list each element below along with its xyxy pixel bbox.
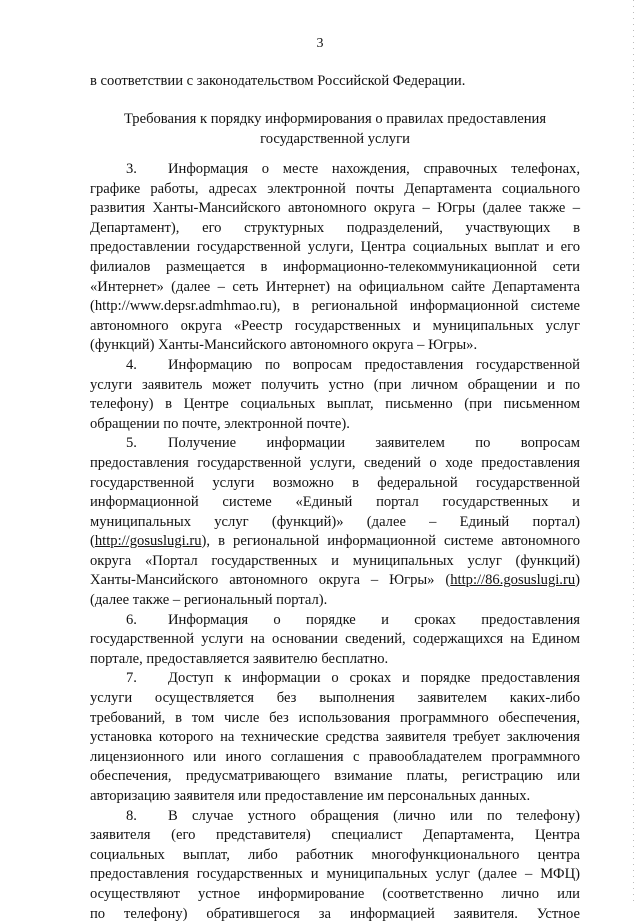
paragraph-6-line: портале, предоставляется заявителю бесплатно. <box>90 650 389 667</box>
paragraph-text: В случае устного обращения (лично или по телефону) <box>168 807 580 824</box>
paragraph-number: 3. <box>126 161 137 177</box>
paragraph-6-line: государственной услуги на основании сведений, содержащихся на Едином <box>90 631 580 648</box>
paragraph-6-line <box>90 611 580 631</box>
paragraph-8-line: заявителя (его представителя) специалист Департамента, Центра <box>90 827 580 844</box>
paragraph-number: 6. <box>126 611 137 628</box>
regional-portal-link[interactable]: http://86.gosuslugi.ru <box>450 572 576 589</box>
paragraph-4-line: обращении по почте, электронной почте). <box>90 415 350 432</box>
intro-line: в соответствии с законодательством Российской Федерации. <box>90 73 466 89</box>
paragraph-5-line: информационной системе «Единый портал государственных и <box>90 494 580 511</box>
paragraph-text: ) <box>575 572 580 589</box>
paragraph-3-line: Департамент), его структурных подразделений, участвующих в <box>90 219 580 236</box>
paragraph-3-line: развития Ханты-Мансийского автономного округа – Югры (далее также – <box>90 200 580 217</box>
paragraph-3-line: филиалов размещается в информационно-телекоммуникационной сети <box>90 258 580 275</box>
section-heading <box>90 109 580 149</box>
paragraph-7-line: услуги осуществляется без выполнения заявителем каких-либо <box>90 690 580 707</box>
paragraph-7-line: обеспечения, предусматривающего взимание платы, регистрацию или <box>90 768 580 785</box>
paragraph-5-line: (http://gosuslugi.ru), в региональной информационной системе автономного <box>90 533 580 550</box>
paragraph-3-line <box>90 160 580 180</box>
paragraph-5-line <box>90 571 580 591</box>
paragraph-number: 8. <box>126 807 137 824</box>
paragraph-text: Информацию по вопросам предоставления государственной <box>168 356 580 373</box>
paragraph-text: , в региональной информационной системе автономного <box>206 533 580 550</box>
paragraph-5-line: предоставления государственной услуги, сведений о ходе предоставления <box>90 454 580 471</box>
paragraph-7-line: требований, в том числе без использования программного обеспечения, <box>90 709 580 726</box>
body-text <box>90 160 580 924</box>
paragraph-3-line: (http://www.depsr.admhmao.ru), в региональной информационной системе <box>90 298 580 315</box>
paragraph-text: Информация о порядке и сроках предоставления <box>168 611 580 628</box>
scan-edge-artifact <box>633 0 634 905</box>
paragraph-8-line: предоставления государственных и муниципальных услуг (далее – МФЦ) <box>90 866 580 883</box>
paragraph-5-line: государственной услуги возможно в федеральной государственной <box>90 474 580 491</box>
paragraph-7-line <box>90 669 580 689</box>
gosuslugi-link[interactable]: http://gosuslugi.ru <box>94 533 202 550</box>
paragraph-3-line: графике работы, адресах электронной почты Департамента социального <box>90 180 580 197</box>
paragraph-8-line: социальных выплат, либо работник многофункционального центра <box>90 846 580 863</box>
paragraph-number: 4. <box>126 356 137 373</box>
paragraph-5-line: (далее также – региональный портал). <box>90 592 328 609</box>
paragraph-8-line: осуществляют устное информирование (соответственно лично или <box>90 885 580 902</box>
paragraph-text: Получение информации заявителем по вопросам <box>168 435 580 452</box>
paragraph-number: 5. <box>126 435 137 452</box>
paragraph-4-line: телефону) в Центре социальных выплат, письменно (при письменном <box>90 396 580 413</box>
paragraph-7-line: авторизацию заявителя или предоставление им персональных данных. <box>90 788 531 804</box>
paragraph-3-line: автономного округа «Реестр государственных и муниципальных услуг <box>90 317 580 334</box>
paragraph-text: Доступ к информации о сроках и порядке предоставления <box>168 670 580 687</box>
paragraph-8-line: по телефону) обратившегося за информацией заявителя. Устное <box>90 905 580 922</box>
paragraph-3-line: (функций) Ханты-Мансийского автономного округа – Югры». <box>90 337 478 354</box>
paragraph-7-line: установка которого на технические средства заявителя требует заключения <box>90 729 580 746</box>
paragraph-3-line: «Интернет» (далее – сеть Интернет) на официальном сайте Департамента <box>90 278 580 295</box>
paragraph-3-line: предоставлении государственной услуги, Центра социальных выплат и его <box>90 239 580 256</box>
paragraph-7-line: лицензионного или иного соглашения с правообладателем программного <box>90 748 580 765</box>
paragraph-5-line: округа «Портал государственных и муниципальных услуг (функций) <box>90 552 580 569</box>
paragraph-number: 7. <box>126 670 137 687</box>
page-number: 3 <box>316 36 324 51</box>
paragraph-text: Ханты-Мансийского автономного округа – Югры» ( <box>90 572 451 589</box>
heading-line-1: Требования к порядку информирования о правилах предоставления <box>123 111 547 127</box>
paragraph-4-line <box>90 356 580 376</box>
heading-line-2: государственной услуги <box>260 131 410 147</box>
paragraph-text: Информация о месте нахождения, справочных телефонах, <box>168 161 580 177</box>
paragraph-8-line <box>90 807 580 827</box>
paragraph-4-line: услуги заявитель может получить устно (при личном обращении и по <box>90 376 580 393</box>
paragraph-5-line <box>90 434 580 454</box>
paragraph-5-line: муниципальных услуг (функций)» (далее – Единый портал) <box>90 513 580 530</box>
